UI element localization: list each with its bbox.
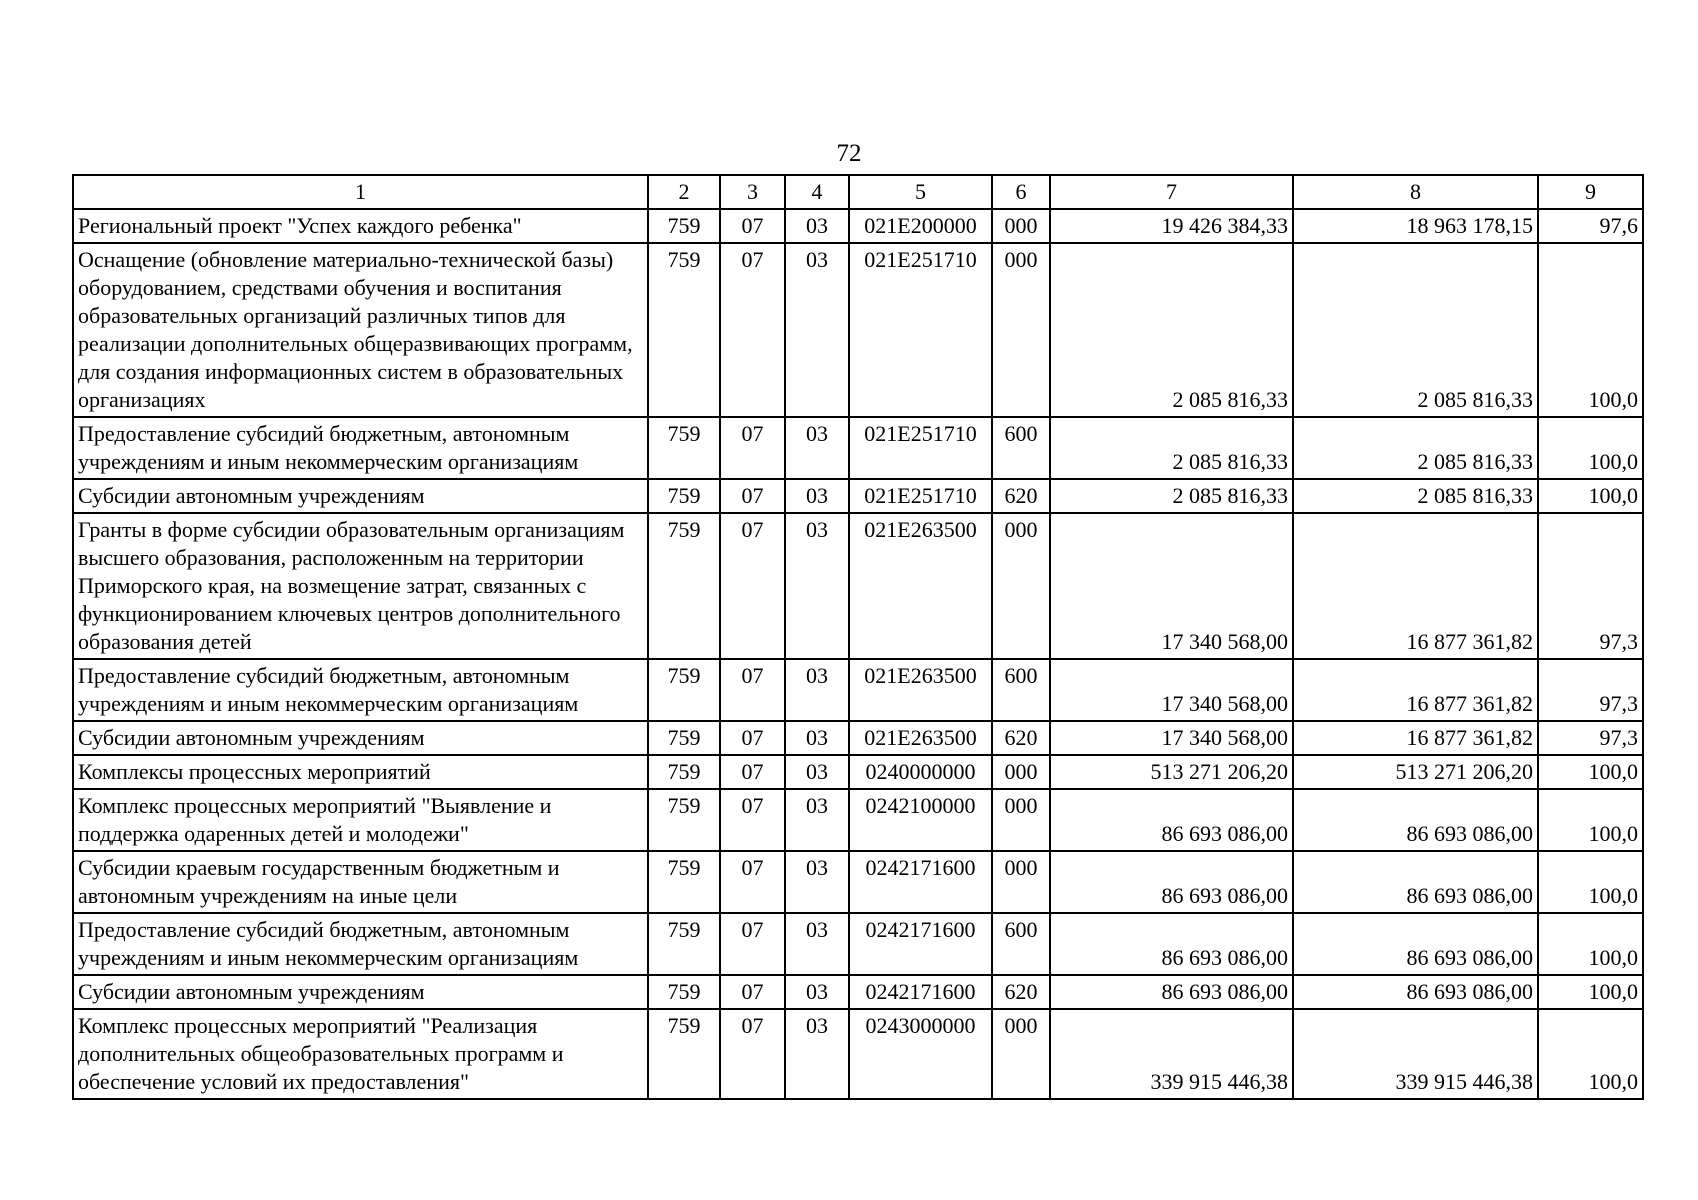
- cell-planned-amount: 2 085 816,33: [1050, 417, 1293, 479]
- column-header: 8: [1293, 175, 1538, 209]
- cell-subsection: 03: [785, 851, 849, 913]
- cell-expense-type: 620: [992, 479, 1050, 513]
- cell-execution-percent: 100,0: [1538, 975, 1643, 1009]
- cell-subsection: 03: [785, 479, 849, 513]
- table-row: [73, 417, 1643, 479]
- cell-admin-code: 759: [648, 417, 720, 479]
- cell-target-article: 021E263500: [849, 513, 992, 659]
- cell-target-article: 0240000000: [849, 755, 992, 789]
- cell-section: 07: [720, 1009, 785, 1099]
- cell-expense-type: 600: [992, 659, 1050, 721]
- cell-execution-percent: 100,0: [1538, 755, 1643, 789]
- cell-execution-percent: 100,0: [1538, 243, 1643, 417]
- row-name: Оснащение (обновление материально-технической базы) оборудованием, средствами обучения и воспитания образовательных организаций различных типов для реализации дополнительных общеразвивающих программ, для создания информационных систем в образовательных организациях: [73, 243, 648, 417]
- cell-expense-type: 000: [992, 755, 1050, 789]
- table-row: [73, 243, 1643, 417]
- cell-target-article: 021E263500: [849, 721, 992, 755]
- cell-executed-amount: 16 877 361,82: [1293, 513, 1538, 659]
- cell-expense-type: 000: [992, 209, 1050, 243]
- page-number: 72: [836, 140, 862, 167]
- cell-admin-code: 759: [648, 1009, 720, 1099]
- cell-planned-amount: 86 693 086,00: [1050, 851, 1293, 913]
- cell-target-article: 021E200000: [849, 209, 992, 243]
- cell-executed-amount: 86 693 086,00: [1293, 975, 1538, 1009]
- cell-section: 07: [720, 851, 785, 913]
- cell-section: 07: [720, 209, 785, 243]
- cell-expense-type: 620: [992, 975, 1050, 1009]
- cell-admin-code: 759: [648, 721, 720, 755]
- row-name: Гранты в форме субсидии образовательным организациям высшего образования, расположенным на территории Приморского края, на возмещение затрат, связанных с функционированием ключевых центров дополнительного образования детей: [73, 513, 648, 659]
- cell-executed-amount: 16 877 361,82: [1293, 721, 1538, 755]
- column-header: 4: [785, 175, 849, 209]
- cell-target-article: 0242100000: [849, 789, 992, 851]
- cell-executed-amount: 513 271 206,20: [1293, 755, 1538, 789]
- cell-subsection: 03: [785, 913, 849, 975]
- cell-executed-amount: 2 085 816,33: [1293, 417, 1538, 479]
- cell-execution-percent: 97,6: [1538, 209, 1643, 243]
- cell-admin-code: 759: [648, 755, 720, 789]
- cell-section: 07: [720, 479, 785, 513]
- table-row: [73, 721, 1643, 755]
- cell-executed-amount: 18 963 178,15: [1293, 209, 1538, 243]
- cell-subsection: 03: [785, 417, 849, 479]
- cell-expense-type: 600: [992, 913, 1050, 975]
- cell-subsection: 03: [785, 975, 849, 1009]
- row-name: Комплексы процессных мероприятий: [73, 755, 648, 789]
- cell-section: 07: [720, 243, 785, 417]
- cell-expense-type: 000: [992, 789, 1050, 851]
- cell-target-article: 021E251710: [849, 243, 992, 417]
- cell-admin-code: 759: [648, 513, 720, 659]
- cell-executed-amount: 2 085 816,33: [1293, 243, 1538, 417]
- cell-admin-code: 759: [648, 479, 720, 513]
- row-name: Предоставление субсидий бюджетным, автономным учреждениям и иным некоммерческим организациям: [73, 659, 648, 721]
- cell-planned-amount: 17 340 568,00: [1050, 721, 1293, 755]
- cell-execution-percent: 97,3: [1538, 513, 1643, 659]
- cell-execution-percent: 97,3: [1538, 721, 1643, 755]
- cell-admin-code: 759: [648, 659, 720, 721]
- row-name: Субсидии краевым государственным бюджетным и автономным учреждениям на иные цели: [73, 851, 648, 913]
- cell-admin-code: 759: [648, 243, 720, 417]
- column-header: 1: [73, 175, 648, 209]
- cell-target-article: 021E263500: [849, 659, 992, 721]
- cell-execution-percent: 100,0: [1538, 913, 1643, 975]
- row-name: Субсидии автономным учреждениям: [73, 721, 648, 755]
- cell-section: 07: [720, 721, 785, 755]
- column-header: 2: [648, 175, 720, 209]
- cell-section: 07: [720, 417, 785, 479]
- cell-admin-code: 759: [648, 851, 720, 913]
- cell-planned-amount: 19 426 384,33: [1050, 209, 1293, 243]
- cell-execution-percent: 100,0: [1538, 851, 1643, 913]
- cell-target-article: 021E251710: [849, 417, 992, 479]
- column-number-row: [73, 175, 1643, 209]
- cell-subsection: 03: [785, 659, 849, 721]
- cell-section: 07: [720, 755, 785, 789]
- cell-executed-amount: 16 877 361,82: [1293, 659, 1538, 721]
- cell-execution-percent: 100,0: [1538, 789, 1643, 851]
- column-header: 7: [1050, 175, 1293, 209]
- cell-planned-amount: 2 085 816,33: [1050, 479, 1293, 513]
- table-row: [73, 913, 1643, 975]
- column-header: 3: [720, 175, 785, 209]
- cell-planned-amount: 86 693 086,00: [1050, 975, 1293, 1009]
- cell-subsection: 03: [785, 721, 849, 755]
- column-header: 9: [1538, 175, 1643, 209]
- row-name: Комплекс процессных мероприятий "Выявление и поддержка одаренных детей и молодежи": [73, 789, 648, 851]
- cell-admin-code: 759: [648, 913, 720, 975]
- cell-executed-amount: 339 915 446,38: [1293, 1009, 1538, 1099]
- cell-section: 07: [720, 789, 785, 851]
- cell-planned-amount: 17 340 568,00: [1050, 513, 1293, 659]
- cell-target-article: 021E251710: [849, 479, 992, 513]
- cell-subsection: 03: [785, 1009, 849, 1099]
- table-row: [73, 975, 1643, 1009]
- row-name: Субсидии автономным учреждениям: [73, 479, 648, 513]
- cell-planned-amount: 86 693 086,00: [1050, 789, 1293, 851]
- table-row: [73, 755, 1643, 789]
- cell-target-article: 0243000000: [849, 1009, 992, 1099]
- cell-executed-amount: 86 693 086,00: [1293, 789, 1538, 851]
- cell-expense-type: 600: [992, 417, 1050, 479]
- cell-section: 07: [720, 913, 785, 975]
- cell-subsection: 03: [785, 789, 849, 851]
- cell-target-article: 0242171600: [849, 913, 992, 975]
- cell-execution-percent: 100,0: [1538, 1009, 1643, 1099]
- table-row: [73, 851, 1643, 913]
- cell-target-article: 0242171600: [849, 975, 992, 1009]
- table-row: [73, 209, 1643, 243]
- cell-planned-amount: 513 271 206,20: [1050, 755, 1293, 789]
- cell-section: 07: [720, 513, 785, 659]
- cell-execution-percent: 97,3: [1538, 659, 1643, 721]
- cell-executed-amount: 2 085 816,33: [1293, 479, 1538, 513]
- cell-admin-code: 759: [648, 789, 720, 851]
- cell-expense-type: 000: [992, 1009, 1050, 1099]
- column-header: 5: [849, 175, 992, 209]
- cell-admin-code: 759: [648, 975, 720, 1009]
- row-name: Комплекс процессных мероприятий "Реализация дополнительных общеобразовательных программ и обеспечение условий их предоставления": [73, 1009, 648, 1099]
- table-row: [73, 479, 1643, 513]
- cell-subsection: 03: [785, 755, 849, 789]
- budget-table: [72, 174, 1644, 1100]
- cell-target-article: 0242171600: [849, 851, 992, 913]
- table-row: [73, 659, 1643, 721]
- cell-subsection: 03: [785, 243, 849, 417]
- table-row: [73, 1009, 1643, 1099]
- cell-execution-percent: 100,0: [1538, 479, 1643, 513]
- row-name: Предоставление субсидий бюджетным, автономным учреждениям и иным некоммерческим организациям: [73, 913, 648, 975]
- cell-planned-amount: 339 915 446,38: [1050, 1009, 1293, 1099]
- cell-section: 07: [720, 975, 785, 1009]
- row-name: Предоставление субсидий бюджетным, автономным учреждениям и иным некоммерческим организациям: [73, 417, 648, 479]
- cell-expense-type: 620: [992, 721, 1050, 755]
- cell-admin-code: 759: [648, 209, 720, 243]
- cell-planned-amount: 17 340 568,00: [1050, 659, 1293, 721]
- cell-planned-amount: 2 085 816,33: [1050, 243, 1293, 417]
- cell-executed-amount: 86 693 086,00: [1293, 851, 1538, 913]
- row-name: Региональный проект "Успех каждого ребенка": [73, 209, 648, 243]
- cell-section: 07: [720, 659, 785, 721]
- row-name: Субсидии автономным учреждениям: [73, 975, 648, 1009]
- table-row: [73, 789, 1643, 851]
- cell-subsection: 03: [785, 513, 849, 659]
- cell-execution-percent: 100,0: [1538, 417, 1643, 479]
- cell-expense-type: 000: [992, 513, 1050, 659]
- cell-expense-type: 000: [992, 851, 1050, 913]
- cell-expense-type: 000: [992, 243, 1050, 417]
- cell-executed-amount: 86 693 086,00: [1293, 913, 1538, 975]
- table-row: [73, 513, 1643, 659]
- cell-planned-amount: 86 693 086,00: [1050, 913, 1293, 975]
- column-header: 6: [992, 175, 1050, 209]
- cell-subsection: 03: [785, 209, 849, 243]
